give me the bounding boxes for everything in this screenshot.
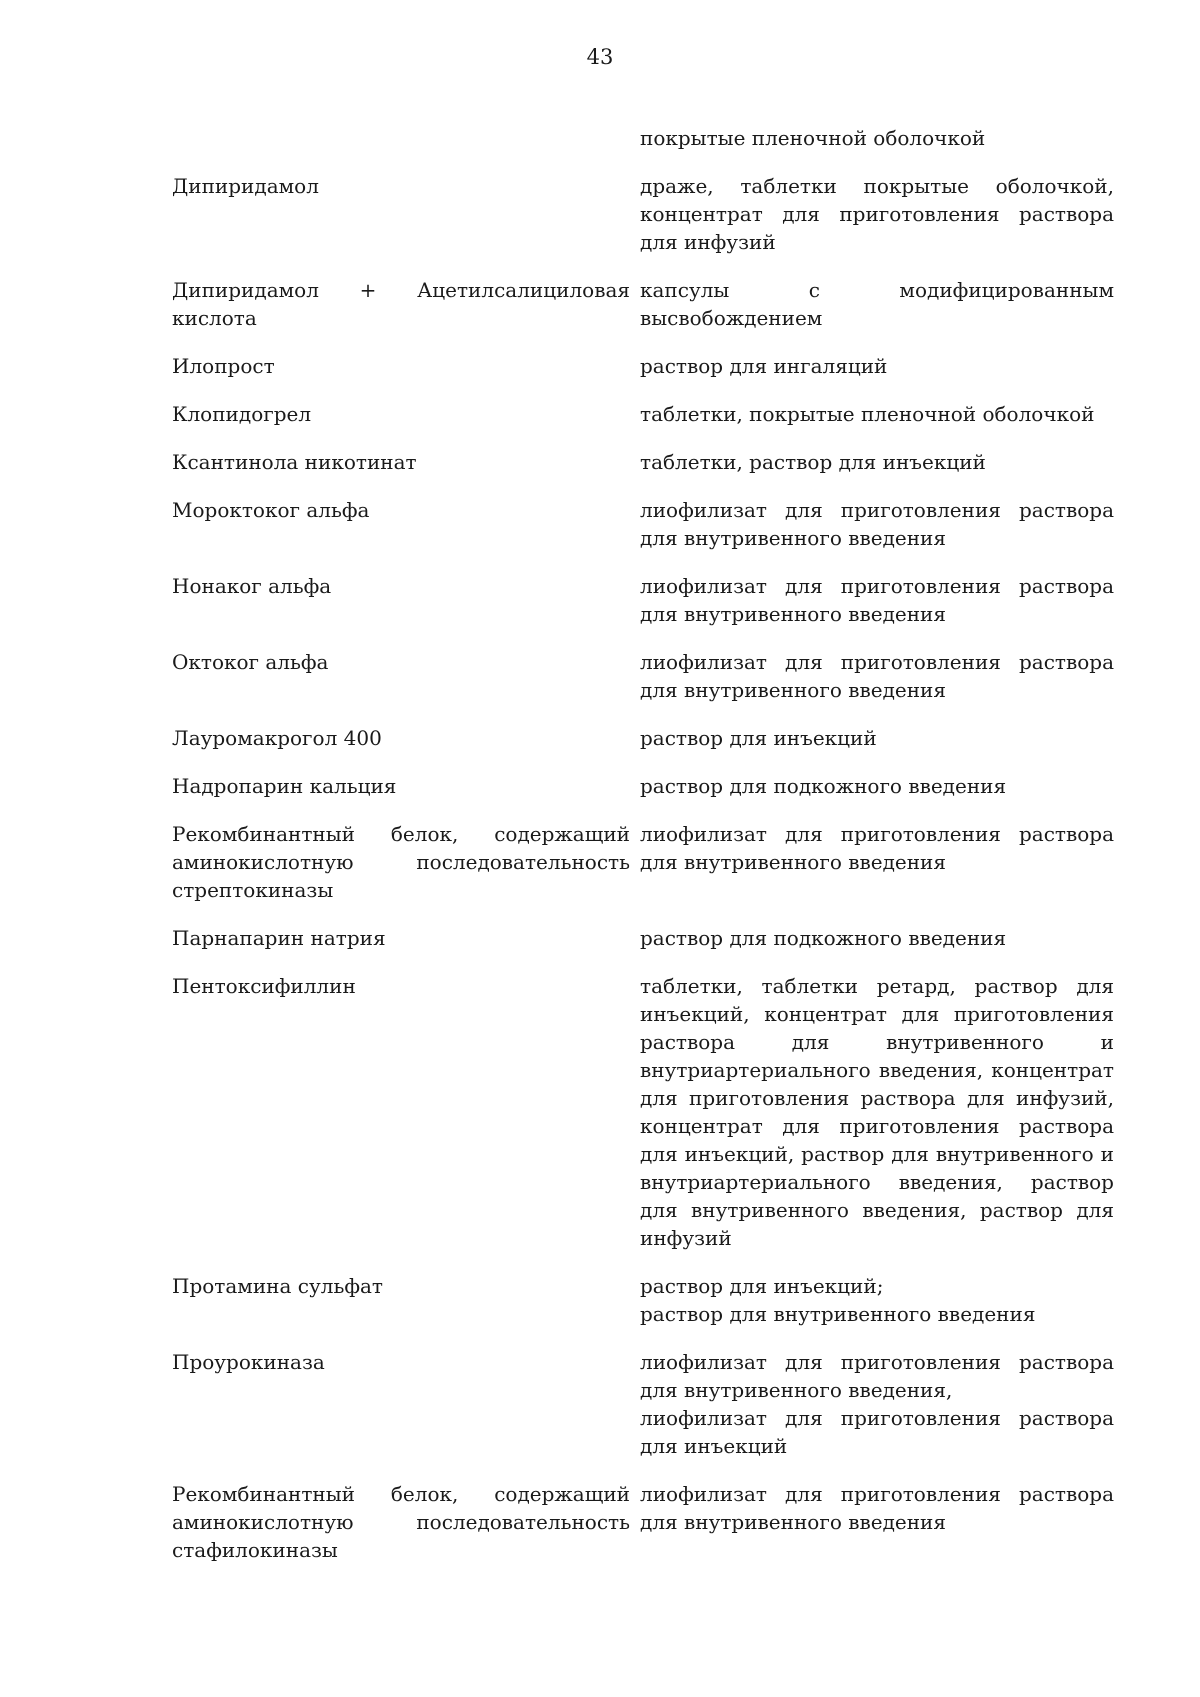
dosage-form (640, 172, 1114, 256)
dosage-form (640, 820, 1114, 904)
table-row (172, 448, 1128, 476)
dosage-form-line: раствор для подкожного введения (640, 926, 1007, 950)
dosage-form (640, 352, 1114, 380)
drug-name: Протамина сульфат (172, 1274, 383, 1298)
drug-name: Илопрост (172, 354, 275, 378)
dosage-form-line: таблетки, таблетки ретард, раствор для инъекций, концентрат для приготовления раствора для внутривенного и внутриартериального введения, концентрат для приготовления раствора для инфузий, концентрат для приготовления раствора для инъекций, раствор для внутривенного и внутриартериального введения, раствор для внутривенного введения, раствор для инфузий (640, 974, 1114, 1250)
table-row (172, 820, 1128, 904)
dosage-form-line: капсулы с модифицированным высвобождением (640, 278, 1114, 330)
dosage-form (640, 1480, 1114, 1564)
table-row (172, 972, 1128, 1252)
drug-name: Октоког альфа (172, 650, 329, 674)
dosage-form-line: раствор для инъекций (640, 726, 877, 750)
dosage-form-line: раствор для внутривенного введения (640, 1302, 1036, 1326)
dosage-form-line: лиофилизат для приготовления раствора для внутривенного введения (640, 822, 1114, 874)
dosage-form-line: лиофилизат для приготовления раствора для инъекций (640, 1406, 1114, 1458)
table-row (172, 724, 1128, 752)
table-row (172, 648, 1128, 704)
dosage-form (640, 572, 1114, 628)
drug-name: Клопидогрел (172, 402, 312, 426)
drug-name (172, 124, 638, 152)
drug-name: Дипиридамол (172, 174, 319, 198)
table-row (172, 352, 1128, 380)
drug-name: Нонаког альфа (172, 574, 332, 598)
dosage-form-line: покрытые пленочной оболочкой (640, 126, 986, 150)
drug-name: Проурокиназа (172, 1350, 325, 1374)
dosage-form (640, 1348, 1114, 1460)
drug-name: Лауромакрогол 400 (172, 726, 382, 750)
dosage-form (640, 1272, 1114, 1328)
table-row (172, 924, 1128, 952)
dosage-form-line: раствор для подкожного введения (640, 774, 1007, 798)
dosage-form-line: лиофилизат для приготовления раствора для внутривенного введения (640, 498, 1114, 550)
drug-name: Надропарин кальция (172, 774, 397, 798)
dosage-form (640, 972, 1114, 1252)
drug-table (172, 124, 1128, 1584)
dosage-form (640, 648, 1114, 704)
table-row (172, 276, 1128, 332)
page-number: 43 (586, 45, 614, 69)
dosage-form-line: лиофилизат для приготовления раствора для внутривенного введения (640, 1482, 1114, 1534)
dosage-form-line: лиофилизат для приготовления раствора для внутривенного введения, (640, 1350, 1114, 1402)
drug-name: Ксантинола никотинат (172, 450, 417, 474)
table-row (172, 772, 1128, 800)
dosage-form-line: раствор для инъекций; (640, 1274, 884, 1298)
drug-name: Дипиридамол + Ацетилсалициловая кислота (172, 278, 630, 330)
dosage-form (640, 496, 1114, 552)
drug-name: Мороктоког альфа (172, 498, 370, 522)
table-row (172, 1480, 1128, 1564)
table-row (172, 572, 1128, 628)
dosage-form (640, 448, 1114, 476)
dosage-form (640, 924, 1114, 952)
drug-name: Рекомбинантный белок, содержащий аминокислотную последовательность стафилокиназы (172, 1482, 630, 1562)
drug-name: Парнапарин натрия (172, 926, 386, 950)
dosage-form-line: лиофилизат для приготовления раствора для внутривенного введения (640, 650, 1114, 702)
table-row (172, 496, 1128, 552)
dosage-form-line: раствор для ингаляций (640, 354, 888, 378)
dosage-form-line: таблетки, покрытые пленочной оболочкой (640, 402, 1095, 426)
dosage-form (640, 772, 1114, 800)
table-row (172, 400, 1128, 428)
dosage-form (640, 124, 1114, 152)
dosage-form-line: лиофилизат для приготовления раствора для внутривенного введения (640, 574, 1114, 626)
drug-name: Рекомбинантный белок, содержащий аминокислотную последовательность стрептокиназы (172, 822, 630, 902)
table-row (172, 1272, 1128, 1328)
dosage-form-line: таблетки, раствор для инъекций (640, 450, 986, 474)
dosage-form (640, 276, 1114, 332)
dosage-form (640, 400, 1114, 428)
drug-name: Пентоксифиллин (172, 974, 356, 998)
dosage-form (640, 724, 1114, 752)
table-row (172, 124, 1128, 152)
table-row (172, 1348, 1128, 1460)
table-row (172, 172, 1128, 256)
dosage-form-line: драже, таблетки покрытые оболочкой, концентрат для приготовления раствора для инфузий (640, 174, 1114, 254)
